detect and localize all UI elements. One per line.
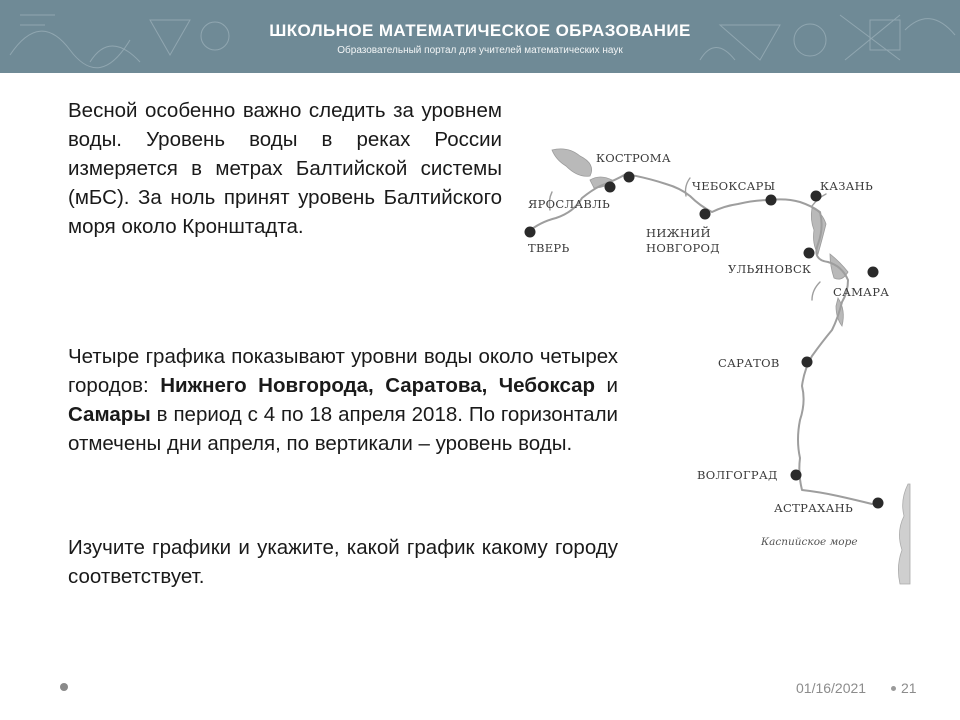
conjunction: и	[606, 374, 618, 397]
samara-label: САМАРА	[833, 285, 890, 299]
tver-label: ТВЕРЬ	[528, 241, 570, 255]
kostroma-label: КОСТРОМА	[596, 151, 671, 165]
tver-marker	[525, 227, 536, 238]
city-samara: Самары	[68, 403, 151, 426]
kostroma-marker	[624, 172, 635, 183]
samara-marker	[868, 267, 879, 278]
cheboksary-marker	[766, 195, 777, 206]
footer-separator-dot	[891, 686, 896, 691]
caspian-sea-label: Каспийское море	[761, 536, 858, 548]
intro-paragraph: Весной особенно важно следить за уровнем воды. Уровень воды в реках России измеряется в метрах Балтийской системы (мБС). За ноль принят уровень Балтийского моря около Кронштадта.	[68, 99, 502, 238]
site-title: ШКОЛЬНОЕ МАТЕМАТИЧЕСКОЕ ОБРАЗОВАНИЕ	[269, 21, 691, 40]
city-saratov: Саратова,	[385, 374, 488, 397]
cheboksary-label: ЧЕБОКСАРЫ	[692, 179, 776, 193]
astrakhan-marker	[873, 498, 884, 509]
city-nizhny-novgorod: Нижнего Новгорода,	[160, 374, 374, 397]
slide-date: 01/16/2021	[796, 680, 867, 696]
yaroslavl-marker	[605, 182, 616, 193]
site-subtitle: Образовательный портал для учителей математических наук	[337, 45, 623, 56]
volgograd-label: ВОЛГОГРАД	[697, 468, 778, 482]
yaroslavl-label: ЯРОСЛАВЛЬ	[528, 197, 611, 211]
task-lead: Четыре графика показывают уровни воды около четырех городов:	[68, 345, 618, 397]
kazan-label: КАЗАНЬ	[820, 179, 874, 193]
city-markers	[525, 172, 884, 509]
saratov-label: САРАТОВ	[718, 356, 780, 370]
nizhny-label-line2: НОВГОРОД	[646, 241, 720, 255]
caspian-sea	[898, 484, 910, 584]
nizhny-novgorod-marker	[700, 209, 711, 220]
footer-bullet	[60, 683, 68, 691]
ulyanovsk-marker	[804, 248, 815, 259]
slide-number: 21	[901, 680, 917, 696]
task-rest: в период с 4 по 18 апреля 2018. По горизонтали отмечены дни апреля, по вертикали – уровень воды.	[68, 403, 618, 455]
volgograd-marker	[791, 470, 802, 481]
astrakhan-label: АСТРАХАНЬ	[774, 501, 853, 515]
instruction-paragraph: Изучите графики и укажите, какой график какому городу соответствует.	[68, 536, 618, 588]
ulyanovsk-label: УЛЬЯНОВСК	[728, 262, 812, 276]
nizhny-label-line1: НИЖНИЙ	[646, 226, 711, 240]
city-cheboksary: Чебоксар	[498, 374, 596, 397]
saratov-marker	[802, 357, 813, 368]
